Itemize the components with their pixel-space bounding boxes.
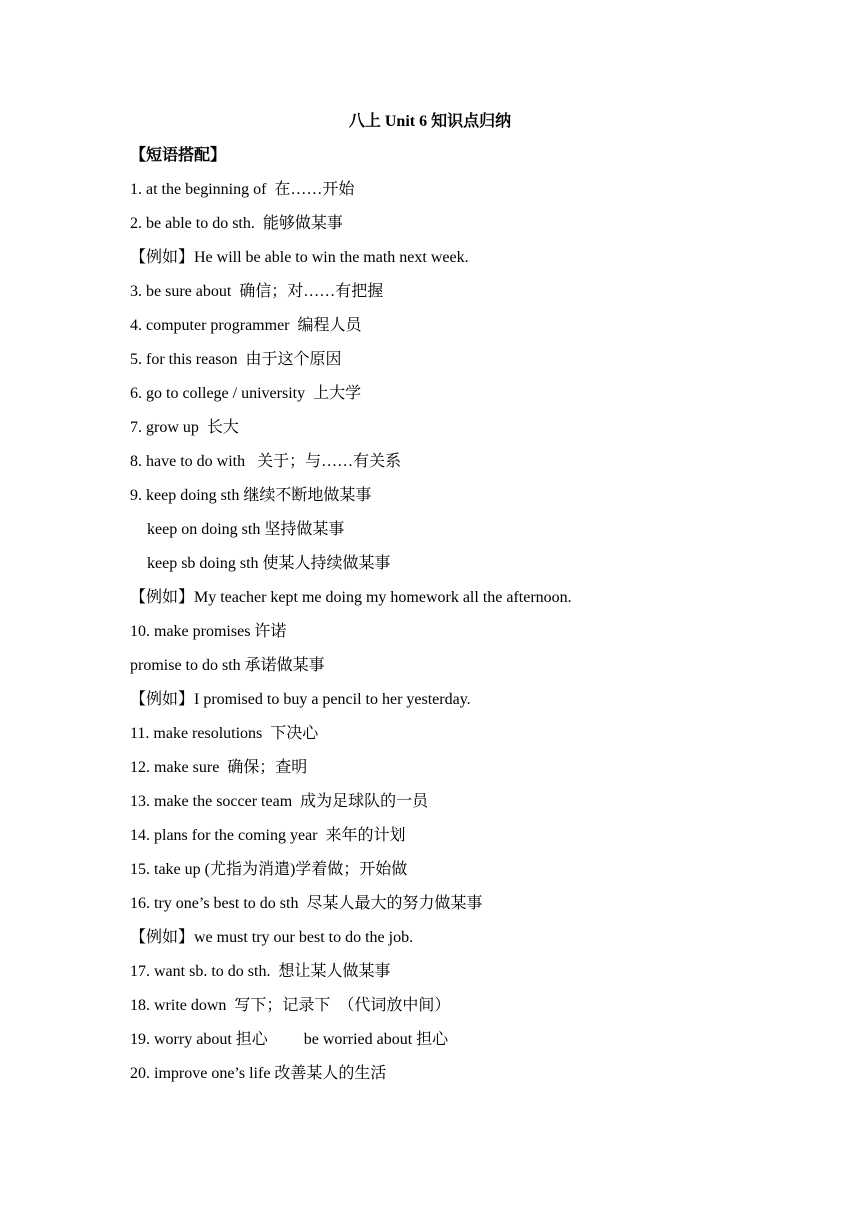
phrase-line: 7. grow up 长大 [130,419,239,436]
document-title: 八上 Unit 6 知识点归纳 [348,113,512,130]
phrase-line: 12. make sure 确保；查明 [130,759,308,776]
phrase-line: 8. have to do with 关于；与……有关系 [130,453,402,470]
example-line: 【例如】My teacher kept me doing my homework all the afternoon. [130,589,572,606]
phrase-line: 11. make resolutions 下决心 [130,725,319,742]
phrase-subline: keep on doing sth 坚持做某事 [147,521,345,538]
phrase-line: 19. worry about 担心 be worried about 担心 [130,1031,449,1048]
phrase-line: 9. keep doing sth 继续不断地做某事 [130,487,372,504]
phrase-line: 5. for this reason 由于这个原因 [130,351,342,368]
example-line: 【例如】I promised to buy a pencil to her yesterday. [130,691,471,708]
phrase-line: 3. be sure about 确信；对……有把握 [130,283,384,300]
section-heading: 【短语搭配】 [130,147,227,164]
phrase-subline: keep sb doing sth 使某人持续做某事 [147,555,391,572]
phrase-line: 13. make the soccer team 成为足球队的一员 [130,793,429,810]
phrase-line: 4. computer programmer 编程人员 [130,317,362,334]
phrase-line: 10. make promises 许诺 [130,623,287,640]
phrase-line: 2. be able to do sth. 能够做某事 [130,215,343,232]
phrase-line: promise to do sth 承诺做某事 [130,657,325,674]
phrase-line: 20. improve one’s life 改善某人的生活 [130,1065,387,1082]
phrase-line: 17. want sb. to do sth. 想让某人做某事 [130,963,391,980]
phrase-line: 6. go to college / university 上大学 [130,385,362,402]
phrase-line: 1. at the beginning of 在……开始 [130,181,355,198]
phrase-line: 16. try one’s best to do sth 尽某人最大的努力做某事 [130,895,483,912]
phrase-line: 14. plans for the coming year 来年的计划 [130,827,406,844]
example-line: 【例如】He will be able to win the math next week. [130,249,469,266]
example-line: 【例如】we must try our best to do the job. [130,929,414,946]
phrase-line: 15. take up (尤指为消遣)学着做；开始做 [130,861,408,878]
phrase-line: 18. write down 写下；记录下 （代词放中间） [130,997,451,1014]
